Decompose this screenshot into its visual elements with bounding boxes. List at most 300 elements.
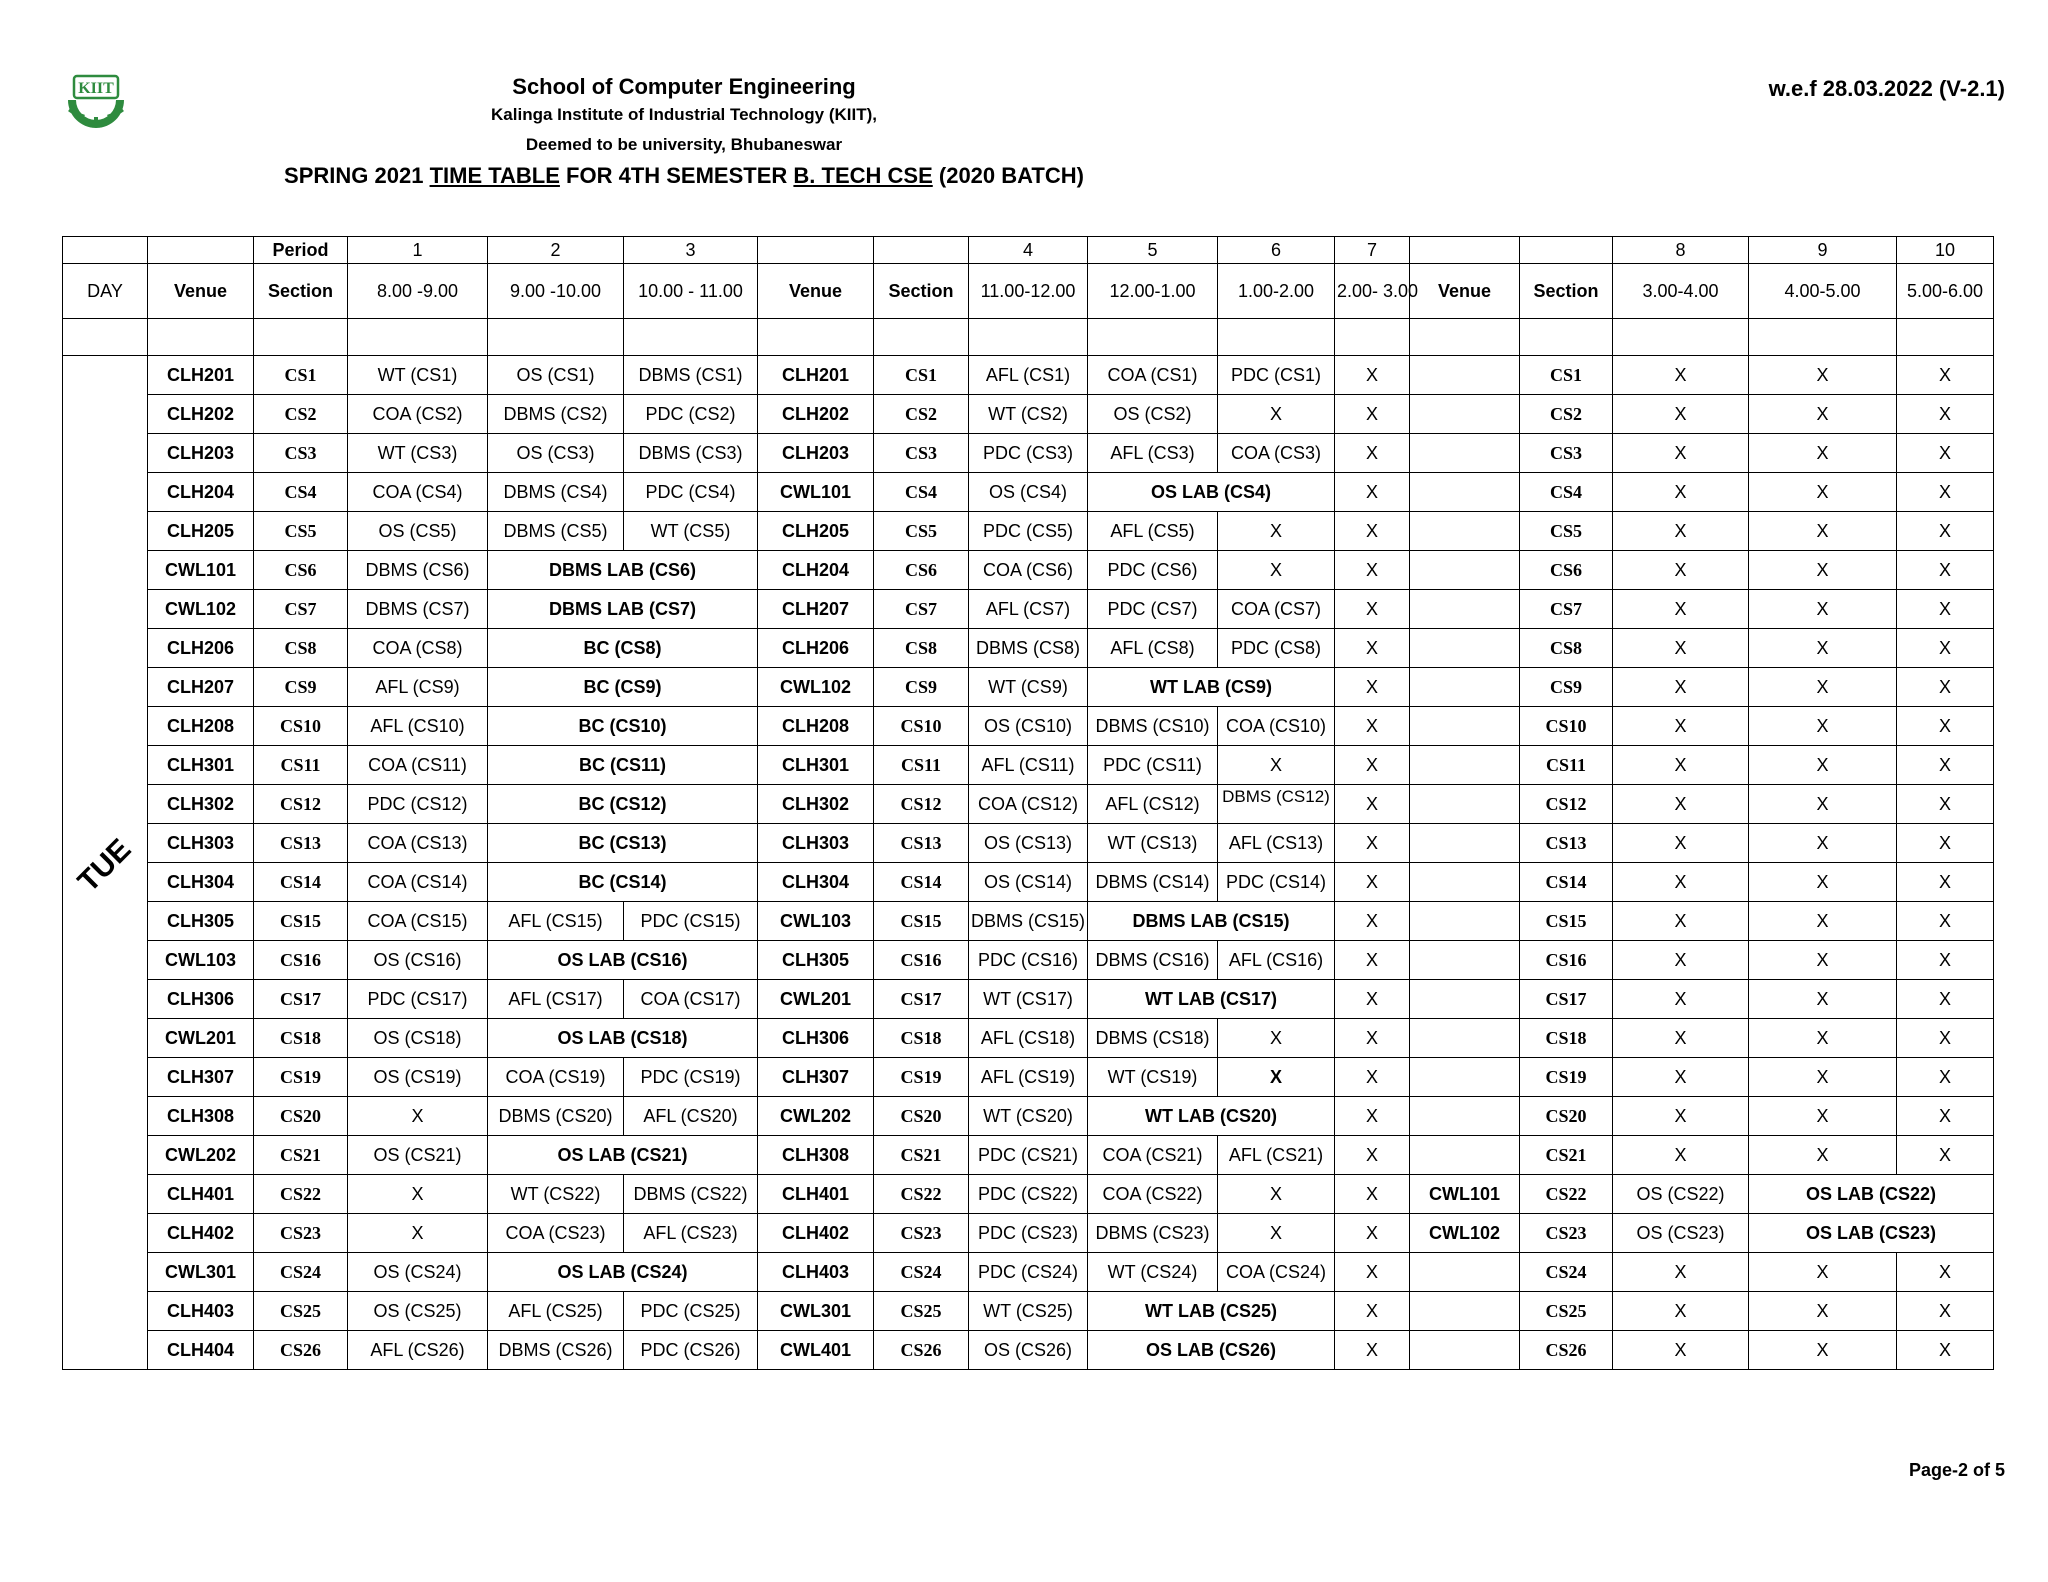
class-cell: X (1335, 746, 1410, 785)
section-cell: CS22 (254, 1175, 348, 1214)
class-cell: COA (CS15) (348, 902, 488, 941)
class-cell: PDC (CS16) (969, 941, 1088, 980)
class-cell: PDC (CS19) (624, 1058, 758, 1097)
class-cell: OS (CS2) (1088, 395, 1218, 434)
title-part: TIME TABLE (429, 163, 560, 188)
class-cell: OS (CS1) (488, 356, 624, 395)
class-cell: X (1613, 980, 1749, 1019)
class-cell: COA (CS24) (1218, 1253, 1335, 1292)
section-cell: CS8 (1520, 629, 1613, 668)
venue-cell (1410, 1253, 1520, 1292)
class-cell: PDC (CS7) (1088, 590, 1218, 629)
logo-text: KIIT (78, 80, 114, 97)
section-cell: CS10 (254, 707, 348, 746)
class-cell: DBMS (CS26) (488, 1331, 624, 1370)
blank-cell (63, 319, 148, 356)
venue-cell: CLH204 (148, 473, 254, 512)
class-cell: X (1218, 1214, 1335, 1253)
section-cell: CS4 (254, 473, 348, 512)
lab-cell: WT LAB (CS9) (1088, 668, 1335, 707)
class-cell: DBMS (CS4) (488, 473, 624, 512)
class-cell: X (1335, 707, 1410, 746)
class-cell: X (1897, 434, 1994, 473)
blank-cell (1897, 319, 1994, 356)
class-cell: X (1613, 1292, 1749, 1331)
section-cell: CS9 (874, 668, 969, 707)
class-cell: COA (CS3) (1218, 434, 1335, 473)
class-cell: X (1613, 551, 1749, 590)
class-cell: X (1218, 1019, 1335, 1058)
class-cell: OS (CS23) (1613, 1214, 1749, 1253)
class-cell: AFL (CS21) (1218, 1136, 1335, 1175)
class-cell: X (1218, 551, 1335, 590)
timetable-title (0, 163, 1368, 189)
page-number: Page-2 of 5 (1908, 1460, 2005, 1480)
class-cell: X (1613, 1253, 1749, 1292)
timetable-row (63, 434, 1994, 473)
timetable-row (63, 1097, 1994, 1136)
venue-cell: CLH306 (148, 980, 254, 1019)
venue-cell: CLH208 (758, 707, 874, 746)
venue-cell: CLH203 (758, 434, 874, 473)
blank-cell (624, 319, 758, 356)
class-cell: AFL (CS5) (1088, 512, 1218, 551)
section-cell: CS12 (1520, 785, 1613, 824)
venue-cell: CLH307 (148, 1058, 254, 1097)
section-header: Section (874, 264, 969, 319)
section-cell: CS4 (1520, 473, 1613, 512)
spacer-row (63, 319, 1994, 356)
section-cell: CS7 (254, 590, 348, 629)
blank-cell (969, 319, 1088, 356)
class-cell: DBMS (CS5) (488, 512, 624, 551)
lab-cell: OS LAB (CS26) (1088, 1331, 1335, 1370)
timetable-row (63, 473, 1994, 512)
section-cell: CS22 (874, 1175, 969, 1214)
section-cell: CS14 (1520, 863, 1613, 902)
title-part: (2020 BATCH) (932, 163, 1084, 188)
lab-cell: DBMS LAB (CS15) (1088, 902, 1335, 941)
lab-cell: BC (CS9) (488, 668, 758, 707)
class-cell: COA (CS7) (1218, 590, 1335, 629)
lab-cell: BC (CS8) (488, 629, 758, 668)
class-cell: PDC (CS11) (1088, 746, 1218, 785)
venue-cell: CLH206 (148, 629, 254, 668)
class-cell: DBMS (CS10) (1088, 707, 1218, 746)
section-cell: CS25 (874, 1292, 969, 1331)
class-cell: WT (CS13) (1088, 824, 1218, 863)
venue-cell: CLH401 (758, 1175, 874, 1214)
venue-cell: CLH303 (758, 824, 874, 863)
section-cell: CS2 (254, 395, 348, 434)
class-cell: OS (CS16) (348, 941, 488, 980)
venue-cell (1410, 512, 1520, 551)
class-cell: X (1335, 1058, 1410, 1097)
section-cell: CS3 (874, 434, 969, 473)
title-part: SPRING 2021 (284, 163, 430, 188)
blank-cell (1088, 319, 1218, 356)
venue-cell (1410, 941, 1520, 980)
section-cell: CS20 (874, 1097, 969, 1136)
section-cell: CS17 (1520, 980, 1613, 1019)
class-cell: X (1749, 629, 1897, 668)
section-cell: CS17 (254, 980, 348, 1019)
class-cell: COA (CS17) (624, 980, 758, 1019)
day-name: TUE (71, 832, 138, 899)
venue-cell: CLH308 (758, 1136, 874, 1175)
venue-cell (1410, 980, 1520, 1019)
class-cell: X (1749, 824, 1897, 863)
venue-cell: CLH402 (758, 1214, 874, 1253)
class-cell: WT (CS1) (348, 356, 488, 395)
class-cell: DBMS (CS18) (1088, 1019, 1218, 1058)
section-cell: CS5 (1520, 512, 1613, 551)
blank-cell (254, 319, 348, 356)
class-cell: COA (CS6) (969, 551, 1088, 590)
class-cell: PDC (CS22) (969, 1175, 1088, 1214)
class-cell: X (1613, 1331, 1749, 1370)
class-cell: X (1218, 512, 1335, 551)
class-cell: PDC (CS23) (969, 1214, 1088, 1253)
lab-cell: BC (CS12) (488, 785, 758, 824)
period-row (63, 237, 1994, 264)
class-cell: OS (CS14) (969, 863, 1088, 902)
timetable-row (63, 356, 1994, 395)
class-cell: AFL (CS15) (488, 902, 624, 941)
venue-header: Venue (1410, 264, 1520, 319)
period-label: Period (254, 237, 348, 264)
class-cell: PDC (CS6) (1088, 551, 1218, 590)
section-cell: CS24 (874, 1253, 969, 1292)
timetable-row (63, 902, 1994, 941)
venue-cell: CLH404 (148, 1331, 254, 1370)
class-cell: DBMS (CS22) (624, 1175, 758, 1214)
section-cell: CS15 (874, 902, 969, 941)
venue-cell (1410, 902, 1520, 941)
section-cell: CS6 (874, 551, 969, 590)
class-cell: DBMS (CS7) (348, 590, 488, 629)
class-cell: X (1749, 668, 1897, 707)
class-cell: AFL (CS25) (488, 1292, 624, 1331)
class-cell: DBMS (CS23) (1088, 1214, 1218, 1253)
timetable-row (63, 629, 1994, 668)
blank-cell (1335, 319, 1410, 356)
class-cell: X (1749, 1097, 1897, 1136)
class-cell: COA (CS14) (348, 863, 488, 902)
lab-cell: OS LAB (CS21) (488, 1136, 758, 1175)
venue-cell: CLH205 (758, 512, 874, 551)
section-cell: CS18 (1520, 1019, 1613, 1058)
venue-cell: CWL201 (758, 980, 874, 1019)
lab-cell: WT LAB (CS17) (1088, 980, 1335, 1019)
venue-cell: CLH305 (148, 902, 254, 941)
class-cell: WT (CS2) (969, 395, 1088, 434)
class-cell: X (1613, 1136, 1749, 1175)
venue-cell: CWL103 (148, 941, 254, 980)
lab-cell: OS LAB (CS4) (1088, 473, 1335, 512)
class-cell: COA (CS10) (1218, 707, 1335, 746)
class-cell: OS (CS10) (969, 707, 1088, 746)
class-cell: X (1335, 941, 1410, 980)
timetable-row (63, 1175, 1994, 1214)
timetable-row (63, 707, 1994, 746)
class-cell: X (1613, 590, 1749, 629)
class-cell: COA (CS22) (1088, 1175, 1218, 1214)
lab-cell: WT LAB (CS25) (1088, 1292, 1335, 1331)
blank-cell (1410, 237, 1520, 264)
time-slot: 5.00-6.00 (1897, 264, 1994, 319)
venue-cell: CWL401 (758, 1331, 874, 1370)
section-cell: CS16 (874, 941, 969, 980)
blank-cell (874, 237, 969, 264)
class-cell: X (1335, 590, 1410, 629)
venue-cell: CWL202 (758, 1097, 874, 1136)
lab-cell: BC (CS11) (488, 746, 758, 785)
venue-cell (1410, 1097, 1520, 1136)
lab-cell: OS LAB (CS24) (488, 1253, 758, 1292)
class-cell: X (1335, 356, 1410, 395)
blank-cell (1218, 319, 1335, 356)
section-cell: CS25 (1520, 1292, 1613, 1331)
section-cell: CS24 (254, 1253, 348, 1292)
time-slot: 2.00- 3.00 (1335, 264, 1410, 319)
venue-cell: CWL103 (758, 902, 874, 941)
section-cell: CS4 (874, 473, 969, 512)
section-cell: CS8 (874, 629, 969, 668)
section-cell: CS1 (874, 356, 969, 395)
section-cell: CS20 (1520, 1097, 1613, 1136)
university-name: Deemed to be university, Bhubaneswar (525, 135, 843, 154)
day-cell (63, 356, 148, 1370)
venue-cell: CLH201 (758, 356, 874, 395)
class-cell: X (1749, 590, 1897, 629)
class-cell: OS (CS26) (969, 1331, 1088, 1370)
class-cell: DBMS (CS14) (1088, 863, 1218, 902)
period-number: 5 (1088, 237, 1218, 264)
class-cell: COA (CS19) (488, 1058, 624, 1097)
timetable-row (63, 824, 1994, 863)
section-cell: CS18 (254, 1019, 348, 1058)
venue-cell (1410, 395, 1520, 434)
class-cell: WT (CS5) (624, 512, 758, 551)
section-cell: CS2 (1520, 395, 1613, 434)
class-cell: AFL (CS26) (348, 1331, 488, 1370)
venue-cell (1410, 707, 1520, 746)
lab-cell: DBMS LAB (CS7) (488, 590, 758, 629)
venue-cell: CLH401 (148, 1175, 254, 1214)
class-text: DBMS (CS12) (1222, 787, 1330, 806)
class-cell: X (1897, 1019, 1994, 1058)
class-cell: PDC (CS15) (624, 902, 758, 941)
section-cell: CS5 (254, 512, 348, 551)
timetable-row (63, 1331, 1994, 1370)
class-cell: AFL (CS9) (348, 668, 488, 707)
lab-cell: OS LAB (CS16) (488, 941, 758, 980)
class-cell: X (1613, 824, 1749, 863)
class-cell: X (1613, 785, 1749, 824)
class-cell: X (1335, 512, 1410, 551)
class-cell: AFL (CS23) (624, 1214, 758, 1253)
class-cell: COA (CS1) (1088, 356, 1218, 395)
class-cell: WT (CS25) (969, 1292, 1088, 1331)
class-cell: PDC (CS8) (1218, 629, 1335, 668)
venue-cell: CWL202 (148, 1136, 254, 1175)
section-cell: CS16 (254, 941, 348, 980)
period-number: 4 (969, 237, 1088, 264)
class-cell: PDC (CS3) (969, 434, 1088, 473)
class-cell: X (1749, 1136, 1897, 1175)
class-cell: DBMS (CS1) (624, 356, 758, 395)
class-cell: AFL (CS12) (1088, 785, 1218, 824)
section-cell: CS26 (254, 1331, 348, 1370)
venue-cell: CLH403 (758, 1253, 874, 1292)
class-cell: X (1749, 434, 1897, 473)
class-cell: X (1749, 1058, 1897, 1097)
section-cell: CS3 (254, 434, 348, 473)
class-cell: WT (CS17) (969, 980, 1088, 1019)
class-cell: X (1897, 629, 1994, 668)
class-cell: PDC (CS5) (969, 512, 1088, 551)
venue-cell (1410, 785, 1520, 824)
venue-cell (1410, 473, 1520, 512)
class-cell: X (1613, 1019, 1749, 1058)
class-cell: AFL (CS16) (1218, 941, 1335, 980)
section-header: Section (1520, 264, 1613, 319)
section-cell: CS21 (1520, 1136, 1613, 1175)
class-cell: X (348, 1214, 488, 1253)
venue-cell: CLH206 (758, 629, 874, 668)
class-cell: X (1897, 590, 1994, 629)
venue-cell (1410, 824, 1520, 863)
class-cell: X (1749, 1253, 1897, 1292)
blank-cell (148, 237, 254, 264)
class-cell: COA (CS21) (1088, 1136, 1218, 1175)
section-cell: CS23 (874, 1214, 969, 1253)
section-cell: CS13 (874, 824, 969, 863)
class-cell: PDC (CS24) (969, 1253, 1088, 1292)
period-number: 8 (1613, 237, 1749, 264)
blank-cell (348, 319, 488, 356)
section-cell: CS21 (254, 1136, 348, 1175)
class-cell: X (1749, 707, 1897, 746)
venue-cell: CLH207 (148, 668, 254, 707)
class-cell: X (1897, 1097, 1994, 1136)
class-cell: X (1897, 473, 1994, 512)
venue-cell: CWL101 (148, 551, 254, 590)
venue-cell: CLH203 (148, 434, 254, 473)
class-cell: AFL (CS13) (1218, 824, 1335, 863)
class-cell: X (1335, 551, 1410, 590)
venue-cell: CLH308 (148, 1097, 254, 1136)
class-cell: COA (CS2) (348, 395, 488, 434)
venue-cell: CLH306 (758, 1019, 874, 1058)
class-cell: X (1897, 512, 1994, 551)
period-number: 10 (1897, 237, 1994, 264)
venue-cell: CWL301 (758, 1292, 874, 1331)
class-cell: X (1897, 356, 1994, 395)
class-cell: AFL (CS10) (348, 707, 488, 746)
venue-cell: CWL102 (758, 668, 874, 707)
section-cell: CS14 (254, 863, 348, 902)
class-cell: X (1749, 512, 1897, 551)
class-cell: X (1897, 902, 1994, 941)
class-cell: X (1335, 824, 1410, 863)
class-cell: X (1335, 434, 1410, 473)
class-cell: X (1749, 1331, 1897, 1370)
blank-cell (148, 319, 254, 356)
section-cell: CS1 (254, 356, 348, 395)
venue-cell (1410, 863, 1520, 902)
section-cell: CS20 (254, 1097, 348, 1136)
section-cell: CS11 (874, 746, 969, 785)
blank-cell (1749, 319, 1897, 356)
venue-cell: CWL101 (758, 473, 874, 512)
class-cell: X (1897, 395, 1994, 434)
class-cell: AFL (CS19) (969, 1058, 1088, 1097)
venue-cell: CLH204 (758, 551, 874, 590)
class-cell: X (1897, 668, 1994, 707)
timetable-row (63, 668, 1994, 707)
class-cell: X (1335, 1214, 1410, 1253)
timetable-row (63, 863, 1994, 902)
venue-cell: CWL301 (148, 1253, 254, 1292)
class-cell: X (1613, 902, 1749, 941)
venue-cell (1410, 1292, 1520, 1331)
class-cell: WT (CS3) (348, 434, 488, 473)
effective-date: w.e.f 28.03.2022 (V-2.1) (1768, 76, 2005, 101)
timetable (62, 236, 1994, 1370)
venue-cell (1410, 356, 1520, 395)
school-name: School of Computer Engineering (512, 74, 856, 99)
venue-cell (1410, 668, 1520, 707)
timetable-row (63, 1214, 1994, 1253)
venue-cell (1410, 1136, 1520, 1175)
class-cell: X (1897, 1136, 1994, 1175)
venue-cell (1410, 1331, 1520, 1370)
class-cell: X (1897, 785, 1994, 824)
class-cell: X (1335, 1175, 1410, 1214)
class-cell: X (1897, 863, 1994, 902)
blank-cell (758, 237, 874, 264)
class-cell: X (1749, 473, 1897, 512)
venue-cell: CLH201 (148, 356, 254, 395)
section-cell: CS8 (254, 629, 348, 668)
section-cell: CS1 (1520, 356, 1613, 395)
class-cell: X (1897, 824, 1994, 863)
blank-cell (1520, 237, 1613, 264)
class-cell: OS (CS19) (348, 1058, 488, 1097)
class-cell: PDC (CS2) (624, 395, 758, 434)
class-cell: X (348, 1097, 488, 1136)
class-cell: X (1335, 785, 1410, 824)
class-cell: OS (CS24) (348, 1253, 488, 1292)
section-cell: CS21 (874, 1136, 969, 1175)
class-cell: WT (CS22) (488, 1175, 624, 1214)
blank-cell (1520, 319, 1613, 356)
class-cell (1218, 785, 1335, 824)
section-cell: CS18 (874, 1019, 969, 1058)
section-cell: CS12 (874, 785, 969, 824)
class-cell: WT (CS9) (969, 668, 1088, 707)
venue-cell (1410, 434, 1520, 473)
class-cell: PDC (CS12) (348, 785, 488, 824)
class-cell: AFL (CS7) (969, 590, 1088, 629)
section-cell: CS13 (1520, 824, 1613, 863)
class-cell: X (1897, 941, 1994, 980)
timetable-row (63, 551, 1994, 590)
timetable-row (63, 512, 1994, 551)
lab-cell: BC (CS10) (488, 707, 758, 746)
